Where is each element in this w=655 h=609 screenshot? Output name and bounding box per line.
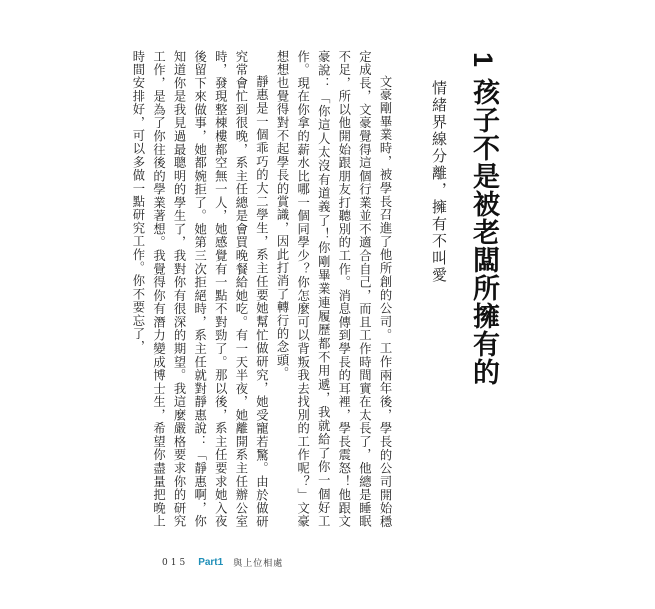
body-text [127,50,395,528]
chapter-title-text: 孩子不是被老闆所擁有的 [468,78,499,387]
page-footer [162,556,283,569]
paragraph-1: 文豪剛畢業時，被學長召進了他所創的公司。工作兩年後，學長的公司開始穩定成長，文豪覺得這個行業並不適合自己，而且工作時間實在太長了，他總是睡眠不足，所以他開始跟朋友打聽別的工作。消息傳到學長的耳裡，學長震怒！他跟文豪說：「你這人太沒有道義了！你剛畢業連履歷都不用遞，我就給了你一個好工作。現在你拿的薪水比哪一個同學少？你怎麼可以背叛我去找別的工作呢？」文豪想想也覺得對不起學長的賞識，因此打消了轉行的念頭。 [275,50,392,528]
chapter-subtitle: 情緒界線分離，擁有不叫愛 [430,80,448,284]
chapter-title [466,52,500,386]
part-label: Part1 [198,557,224,568]
chapter-number: 1 [468,52,498,69]
page-number: 015 [162,557,189,568]
paragraph-2: 靜惠是一個乖巧的大二學生，系主任要她幫忙做研究，她受寵若驚。由於做研究常會忙到很晚，系主任總是會買晚餐給她吃。有一天半夜，她離開系主任辦公室時，發現整棟樓都空無一人，她感覺有一點不對勁了。那以後，系主任要求她入夜後留下來做事，她都婉拒了。她第三次拒絕時，系主任就對靜惠說：「靜惠啊，你知道你是我見過最聰明的學生了，我對你有很深的期望。我這麼嚴格要求你的研究工作，是為了你往後的學業著想。我覺得你有潛力變成博士生，希望你盡量把晚上時間安排好，可以多做一點研究工作。你不要忘了， [130,50,269,528]
part-title: 與上位相處 [233,559,284,569]
